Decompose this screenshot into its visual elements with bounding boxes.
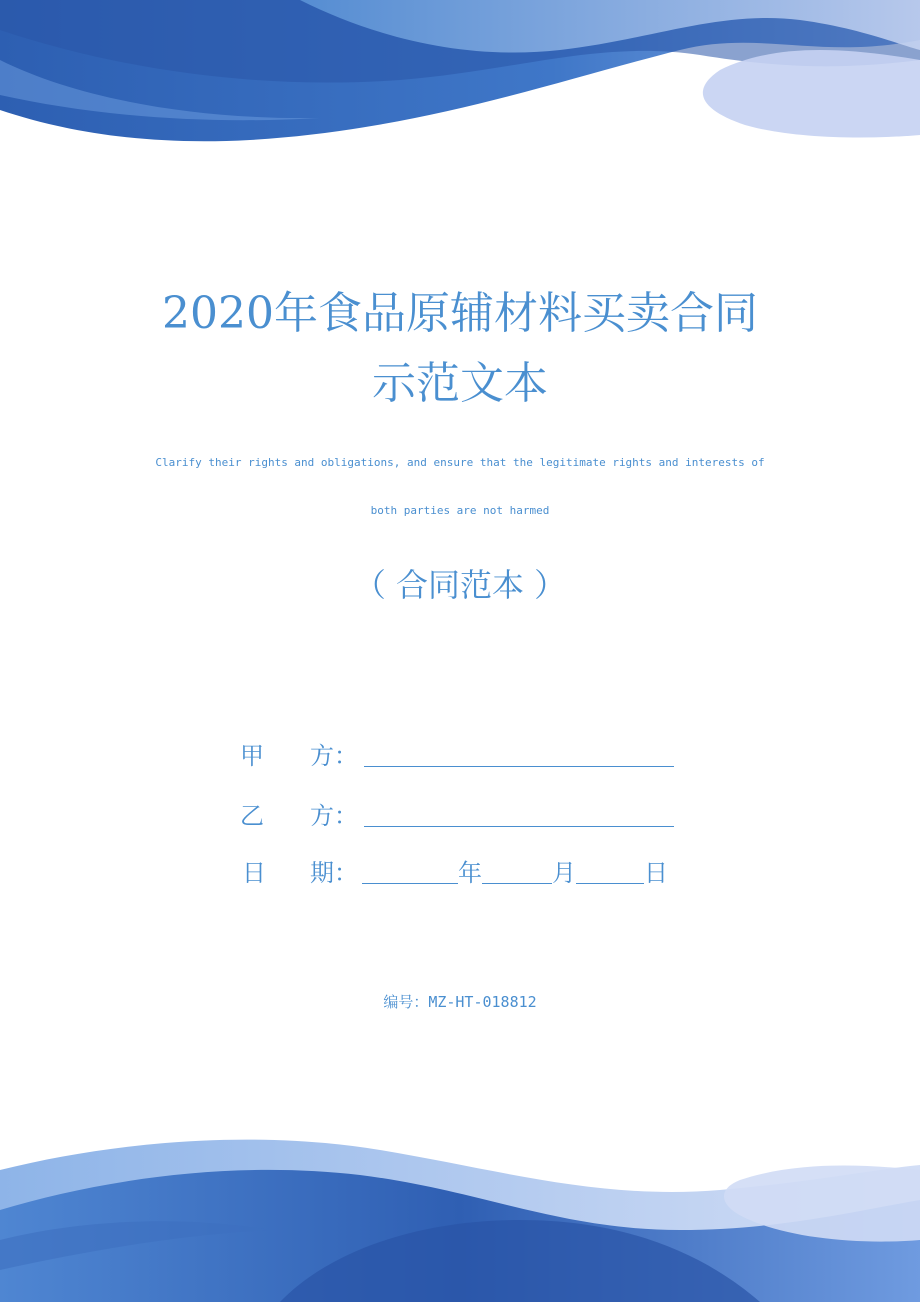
serial-number: 编号：MZ-HT-018812: [383, 993, 537, 1011]
document-title-line-1: 2020年食品原辅材料买卖合同: [162, 288, 758, 339]
party-b-field: [240, 796, 674, 836]
party-a-blank-line: [364, 736, 674, 767]
date-year-blank: [362, 853, 458, 884]
party-a-label-char-1: 甲: [240, 742, 264, 770]
document-title-line-2: 示范文本: [372, 358, 548, 409]
date-label-char-1: 日: [242, 859, 266, 887]
date-month-label: 月: [552, 859, 576, 887]
date-day-label: 日: [644, 859, 668, 887]
subtitle-line-1: Clarify their rights and obligations, and ensure that the legitimate rights and interests of: [155, 456, 765, 469]
party-a-label-char-2: 方：: [310, 742, 358, 770]
date-day-blank: [576, 853, 644, 884]
date-label-char-2: 期：: [310, 859, 358, 887]
date-month-blank: [482, 853, 552, 884]
date-year-label: 年: [458, 859, 482, 887]
party-b-blank-line: [364, 796, 674, 827]
party-a-field: [240, 736, 674, 776]
bottom-wave-decoration: [0, 1120, 920, 1302]
party-b-label-char-2: 方：: [310, 802, 358, 830]
party-b-label-char-1: 乙: [240, 802, 264, 830]
document-type-label: （ 合同范本 ）: [353, 566, 567, 604]
top-wave-decoration: [0, 0, 920, 160]
subtitle-line-2: both parties are not harmed: [370, 504, 550, 517]
date-field: [242, 853, 668, 893]
